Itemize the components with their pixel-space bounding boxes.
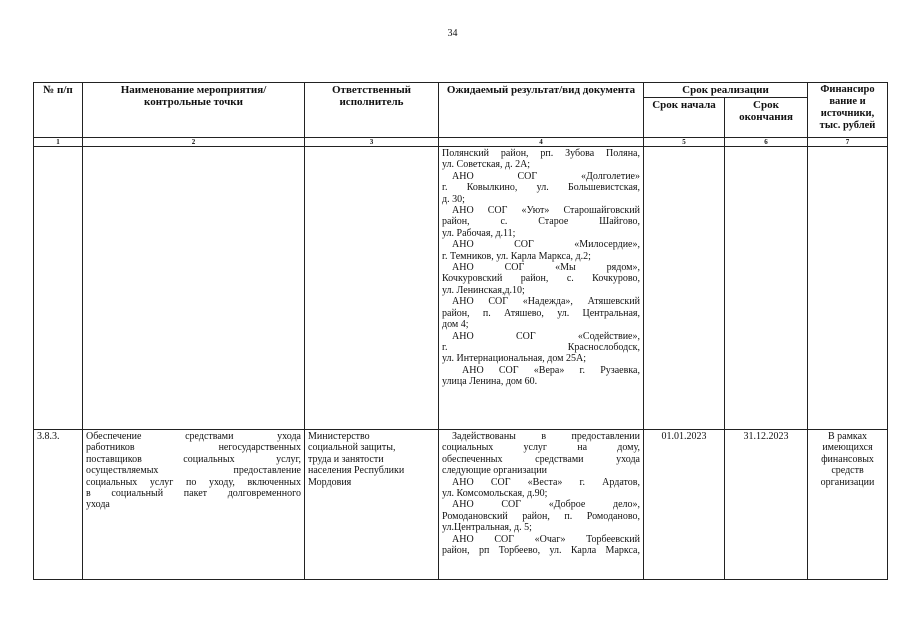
- header-start: Срок начала: [644, 98, 725, 138]
- column-number: 5: [644, 138, 725, 147]
- cell-finance: [808, 147, 888, 430]
- text-line: в социальный пакет долговременного: [86, 488, 301, 500]
- text-line: ул. Ленинская,д.10;: [442, 284, 525, 296]
- text-line: АНО СОГ «Содействие»,: [452, 330, 640, 342]
- text-line: Полянский район, рп. Зубова Поляна,: [442, 148, 640, 159]
- text-line: Мордовия: [308, 476, 352, 488]
- text-line: Кочкуровский район, с. Кочкурово,: [442, 273, 640, 285]
- text-line: г. Ковылкино, ул. Большевистская,: [442, 182, 640, 194]
- cell-name: [83, 147, 305, 430]
- cell-result: [439, 430, 644, 580]
- text-line: социальных услуг по уходу, включенных: [86, 476, 301, 488]
- text-line: социальных услуг на дому,: [442, 442, 640, 454]
- column-number: 4: [439, 138, 644, 147]
- column-number: 6: [725, 138, 808, 147]
- header-num: № п/п: [34, 83, 83, 138]
- text-line: АНО СОГ «Доброе дело»,: [452, 499, 640, 511]
- column-number: 1: [34, 138, 83, 147]
- column-number: 2: [83, 138, 305, 147]
- text-line: осуществляемых предоставление: [86, 465, 301, 477]
- cell-responsible: [305, 147, 439, 430]
- text-line: обеспеченных средствами ухода: [442, 453, 640, 465]
- cell-finance: В рамках имеющихся финансовых средств организации: [808, 430, 888, 580]
- cell-start: [644, 147, 725, 430]
- text-line: Министерство: [308, 431, 370, 442]
- text-line: Обеспечение средствами ухода: [86, 431, 301, 442]
- text-line: населения Республики: [308, 465, 405, 477]
- text-line: работников негосударственных: [86, 442, 301, 454]
- text-line: АНО СОГ «Надежда», Атяшевский: [452, 296, 640, 308]
- column-number-row: [34, 138, 888, 147]
- text-line: ул. Интернациональная, дом 25А;: [442, 353, 586, 365]
- text-line: труда и занятости: [308, 453, 384, 465]
- text-line: улица Ленина, дом 60.: [442, 376, 538, 388]
- text-line: район, п. Атяшево, ул. Центральная,: [442, 307, 640, 319]
- table-row: [34, 430, 888, 580]
- header-finance: Финансиро вание и источники, тыс. рублей: [808, 83, 888, 138]
- cell-end: [725, 147, 808, 430]
- table-row: [34, 147, 888, 430]
- text-line: дом 4;: [442, 319, 469, 331]
- header-end: Срок окончания: [725, 98, 808, 138]
- text-line: ул.Центральная, д. 5;: [442, 522, 532, 534]
- text-line: д. 30;: [442, 193, 465, 205]
- cell-start: 01.01.2023: [644, 430, 725, 580]
- text-line: АНО СОГ «Вера» г. Рузаевка,: [462, 364, 640, 376]
- text-line: район, рп Торбеево, ул. Карла Маркса,: [442, 545, 640, 557]
- text-line: Задействованы в предоставлении: [452, 431, 640, 442]
- text-line: район, с. Старое Шайгово,: [442, 216, 640, 228]
- cell-num: [34, 147, 83, 430]
- text-line: г. Темников, ул. Карла Маркса, д.2;: [442, 250, 591, 262]
- text-line: ухода: [86, 499, 110, 511]
- cell-name: [83, 430, 305, 580]
- text-line: Ромодановский район, п. Ромоданово,: [442, 510, 640, 522]
- header-result: Ожидаемый результат/вид документа: [439, 83, 644, 138]
- cell-end: 31.12.2023: [725, 430, 808, 580]
- plan-table: [33, 82, 888, 580]
- text-line: поставщиков социальных услуг,: [86, 453, 301, 465]
- header-name: Наименование мероприятия/ контрольные точки: [83, 83, 305, 138]
- text-line: г. Краснослободск,: [442, 341, 640, 353]
- cell-responsible: [305, 430, 439, 580]
- text-line: ул. Советская, д. 2А;: [442, 159, 531, 171]
- text-line: АНО СОГ «Уют» Старошайговский: [452, 205, 640, 217]
- text-line: АНО СОГ «Мы рядом»,: [452, 262, 640, 274]
- page-number: 34: [447, 28, 458, 39]
- cell-result: [439, 147, 644, 430]
- text-line: АНО СОГ «Милосердие»,: [452, 239, 640, 251]
- header-responsible: Ответственный исполнитель: [305, 83, 439, 138]
- text-line: АНО СОГ «Очаг» Торбеевский: [452, 533, 640, 545]
- text-line: АНО СОГ «Долголетие»: [452, 170, 640, 182]
- text-line: АНО СОГ «Веста» г. Ардатов,: [452, 476, 640, 488]
- text-line: ул. Комсомольская, д.90;: [442, 488, 548, 500]
- text-line: социальной защиты,: [308, 442, 396, 454]
- text-line: ул. Рабочая, д.11;: [442, 227, 516, 239]
- header-period: Срок реализации: [644, 83, 808, 98]
- column-number: 3: [305, 138, 439, 147]
- text-line: следующие организации: [442, 465, 547, 477]
- column-number: 7: [808, 138, 888, 147]
- cell-num: 3.8.3.: [34, 430, 83, 580]
